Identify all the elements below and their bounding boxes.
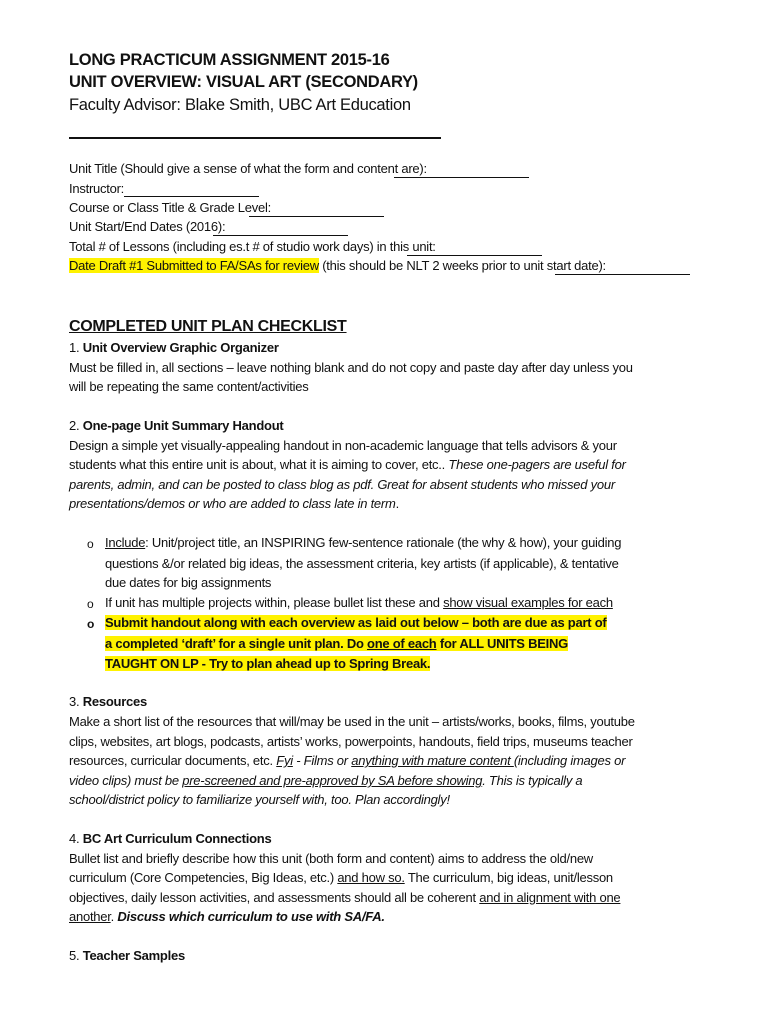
bullet-2-line-1: If unit has multiple projects within, please bullet list these and show visual examples for each [105,595,613,610]
bullet-icon: o [87,537,94,551]
lessons-blank[interactable] [407,255,542,256]
unit-title-blank[interactable] [394,177,529,178]
bullet-icon: o [87,597,94,611]
section-3-heading: 3. Resources [69,694,147,709]
checklist-title: COMPLETED UNIT PLAN CHECKLIST [69,318,347,335]
bullet-3-line-3: TAUGHT ON LP - Try to plan ahead up to Spring Break. [105,656,431,671]
instructor-blank[interactable] [124,196,259,197]
section-2-line-1: Design a simple yet visually-appealing handout in non-academic language that tells advisors & your [69,438,617,453]
bullet-3-line-1: Submit handout along with each overview as laid out below – both are due as part of [105,615,607,630]
section-3-line-3: resources, curricular documents, etc. Fyi - Films or anything with mature content (including images or [69,753,626,768]
bullet-1-line-1: Include: Unit/project title, an INSPIRING few-sentence rationale (the why & how), your guiding [105,535,622,550]
dates-label: Unit Start/End Dates (2016): [69,219,226,234]
section-3-line-4: video clips) must be pre-screened and pre-approved by SA before showing. This is typically a [69,773,583,788]
section-4-line-1: Bullet list and briefly describe how this unit (both form and content) aims to address the old/new [69,851,593,866]
draft-date-label: Date Draft #1 Submitted to FA/SAs for review (this should be NLT 2 weeks prior to unit start date): [69,258,606,273]
unit-title-label: Unit Title (Should give a sense of what the form and content are): [69,161,427,176]
bullet-1-line-2: questions &/or related big ideas, the assessment criteria, key artists (if applicable), & tentative [105,556,619,571]
section-1-line-1: Must be filled in, all sections – leave nothing blank and do not copy and paste day after day unless you [69,360,633,375]
section-2-heading: 2. One-page Unit Summary Handout [69,418,284,433]
section-4-line-3: objectives, daily lesson activities, and assessments should all be coherent and in alignment with one [69,890,621,905]
dates-blank[interactable] [213,235,348,236]
faculty-advisor: Faculty Advisor: Blake Smith, UBC Art Education [69,96,411,114]
section-1-line-2: will be repeating the same content/activities [69,379,309,394]
bullet-icon: o [87,617,95,631]
section-1-heading: 1. Unit Overview Graphic Organizer [69,340,279,355]
course-label: Course or Class Title & Grade Level: [69,200,271,215]
unit-overview-title: UNIT OVERVIEW: VISUAL ART (SECONDARY) [69,73,418,91]
header-rule [69,137,441,139]
draft-date-highlight: Date Draft #1 Submitted to FA/SAs for review [69,258,319,273]
section-3-line-2: clips, websites, art blogs, podcasts, artists’ works, powerpoints, handouts, field trips, museums teacher [69,734,633,749]
lessons-label: Total # of Lessons (including es.t # of studio work days) in this unit: [69,239,436,254]
section-4-heading: 4. BC Art Curriculum Connections [69,831,272,846]
bullet-3-line-2: a completed ‘draft’ for a single unit plan. Do one of each for ALL UNITS BEING [105,636,569,651]
section-2-line-2: students what this entire unit is about, what it is aiming to cover, etc.. These one-pagers are useful for [69,457,626,472]
instructor-label: Instructor: [69,181,125,196]
section-3-line-1: Make a short list of the resources that will/may be used in the unit – artists/works, books, films, youtube [69,714,635,729]
bullet-1-line-3: due dates for big assignments [105,575,272,590]
course-blank[interactable] [249,216,384,217]
assignment-title: LONG PRACTICUM ASSIGNMENT 2015-16 [69,51,390,69]
section-2-line-3: parents, admin, and can be posted to class blog as pdf. Great for absent students who missed your [69,477,615,492]
section-3-line-5: school/district policy to familiarize yourself with, too. Plan accordingly! [69,792,450,807]
section-5-heading: 5. Teacher Samples [69,948,185,963]
section-2-line-4: presentations/demos or who are added to class late in term. [69,496,399,511]
draft-date-blank[interactable] [555,274,690,275]
section-4-line-2: curriculum (Core Competencies, Big Ideas, etc.) and how so. The curriculum, big ideas, unit/lesson [69,870,613,885]
section-4-line-4: another. Discuss which curriculum to use with SA/FA. [69,909,385,924]
